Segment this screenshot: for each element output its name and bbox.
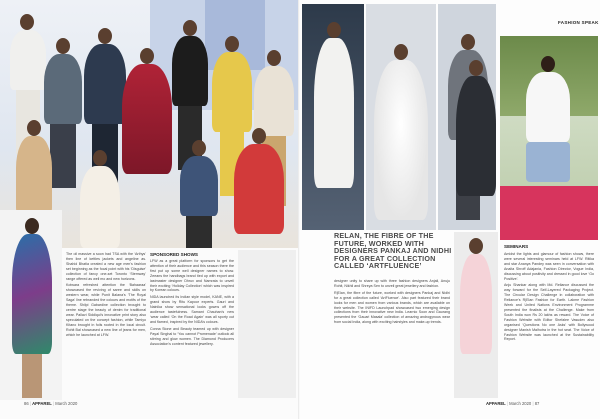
speaker-figure xyxy=(520,56,576,206)
seminars-paragraph: Anju Shankar along with Md. Reliance discussed the way forward for the Self-Layered Packaging Project. The Circular Design Challenge in collaboration with Reliance’s R|Elan Fashion for Earth. Lakme Fashion Week and United Nations Environment Programme presented the finalists at the Challenge. Make from South India won Rs 20 lakhs as reward. The Voice of Fashion Website with Editor Shefalee Vasudev also organised ‘Questions No one Asks’ with Bollywood designer Manish Malhotra in the hot seat. The Voice of Fashion Website was launched at the Sustainability Report. xyxy=(504,283,594,342)
caption-paragraph: The oil massive a soon had TSA with the ‘Arthys’ then line of kettles jackets and angeline as. Shahid Bhatia created a new age men’s fashion set beginning as the focal point with his ‘Disguise’ collection of fancy one-set Toronto ‘Stemway’ range offered as well mo and new horizons. xyxy=(66,252,146,281)
runway-photo-dark-dress xyxy=(446,60,506,230)
sponsored-column xyxy=(150,259,234,399)
caption-paragraph: Kotwara refreshed attention the ‘Bahaaraa’ showcased the reviving of saree and skills on western wear, while Punit Balana’s ‘The Royal Saga’ line rebranded the colours and motifs of the theme. Shilpi Gabardine collection brought to centre stage the beauty of denim for traditional wear. Pallavi Siddiqui’s innovative print story also speculated on the concept fashion, while Tamiyo Kitano brought in foils rooted in the local circuit. Rohit Bal showcased a new line of jeans for men, which he launched at LFW. xyxy=(66,283,146,337)
body-paragraph: R|Elan, the fibre of the future, worked with designers Pankaj and Nidhi for a great collection called ‘ArtFluence’. Also part featured their brand looks for men and women from various brands, which are available on their website. The INIFD Launchpad showcased two emerging design collections from their innovative new India. Learnio Soon and Gaurang presented the ‘Gauari Masala’ collection of amazing androgynous wear from social India, along with exciting hairstyles and make-up trends. xyxy=(334,290,450,325)
body-paragraph: designer unity to share up with three fashion designers Anjali, Anuju Rohit, Nikhil and Shreya Sen to unveil great jewellery and fashion. xyxy=(334,279,450,288)
sponsored-paragraph: NIDA launched its Indian style model, KANE, with a grand show by Ritu Kapoor experts. Gauri and Nainika show sensational looks gowns off the audience tastefulness. Samant Chauhan’s new ‘wear called ‘On the Road Again’ was all sporty cut and flamed, inspired by the NIDA’s colours. xyxy=(150,295,234,324)
right-page xyxy=(300,0,600,419)
footer-brand: APPAREL xyxy=(32,401,52,406)
page-number: 87 xyxy=(534,401,540,406)
model-photo-bottom xyxy=(454,232,498,398)
caption-column xyxy=(66,252,146,398)
model-figure xyxy=(178,140,220,248)
runway-photo-ruffle xyxy=(366,4,436,230)
footer-brand: APPAREL xyxy=(486,401,506,406)
page-number: 86 xyxy=(24,401,29,406)
runway-photo-white-gown xyxy=(302,4,364,230)
body-column xyxy=(334,279,450,399)
article-headline: RELAN, THE FIBRE OF THE FUTURE, WORKED WITH DESIGNERS PANKAJ AND NIDHI FOR A GREAT COLLECTION CALLED ‘ARTFLUENCE’ xyxy=(334,231,452,271)
seminars-column xyxy=(504,252,594,398)
sponsored-heading: SPONSORED SHOWS xyxy=(150,252,198,257)
model-figure xyxy=(234,128,284,248)
seminars-paragraph: Amidst the lights and glamour of fashion shows, there were several interesting seminars held at LFW. Ritika and star Ananya Pandey was seen in conversation with Anaita Shroff Adajania, Fashion Director, Vogue India, discussing about positivity and dressed in good love ‘Go Positive’. xyxy=(504,252,594,281)
seminars-heading: SEMINARS xyxy=(504,244,529,249)
section-tag: FASHION SPEAK xyxy=(558,20,599,25)
footer-date: March 2020 xyxy=(55,401,78,406)
footer-right: APPAREL | March 2020 | 87 xyxy=(486,401,540,406)
model-photo-small xyxy=(238,250,296,398)
model-figure xyxy=(122,48,172,218)
footer-left: 86 | APPAREL | March 2020 xyxy=(24,401,78,406)
model-figure xyxy=(78,150,122,248)
seminar-photo xyxy=(500,36,598,240)
stage-block xyxy=(500,186,598,240)
model-photo-sequin xyxy=(0,210,62,400)
sponsored-paragraph: Conna Stone and Beauty teamed up with designer Payal Singhal to ‘You cannot Promenade’ outlook all stirring and glow women. The Diamond Producers Association’s content featured jewellery. xyxy=(150,326,234,346)
sponsored-paragraph: LFW as a great platform for sponsors to get the attention of their audience and this season there the first put up some well designer names to show. Zeeans the handbags brand tied up with export and lastmaster designer Dhruv and Namrata to unveil their exciting ‘Holiday Collection’ which was inspired by Korean colours. xyxy=(150,259,234,293)
footer-date: March 2020 xyxy=(509,401,532,406)
